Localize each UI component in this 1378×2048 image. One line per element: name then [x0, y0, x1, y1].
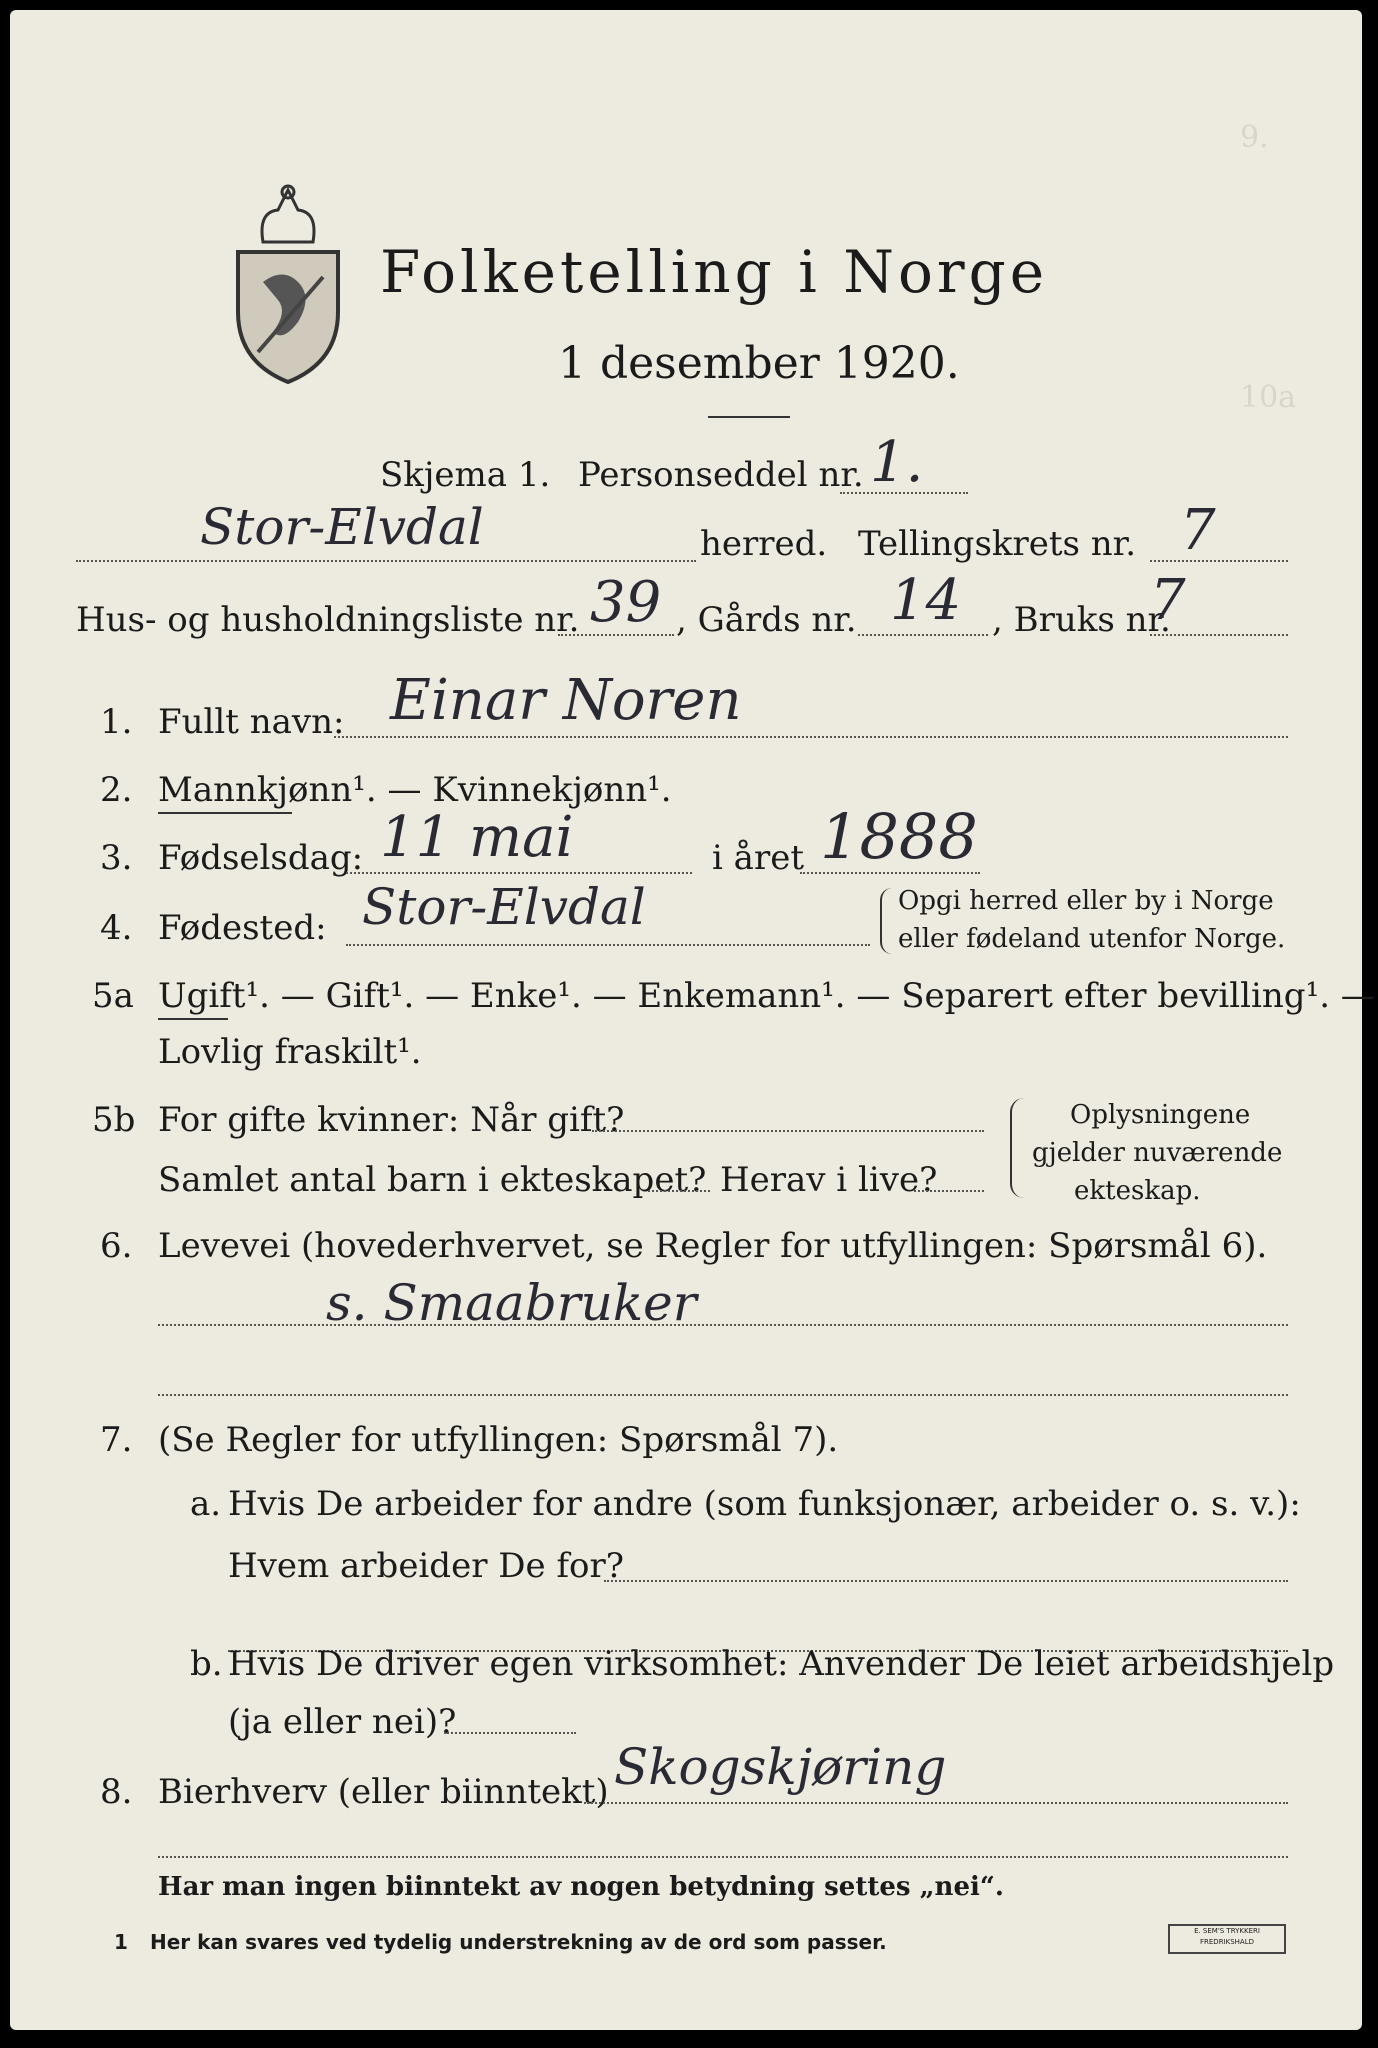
- side-income-line-2: [158, 1856, 1288, 1858]
- gender-underline: [158, 812, 292, 814]
- gards-line: [858, 634, 988, 636]
- brace: [1010, 1098, 1024, 1198]
- bruks-label: , Bruks nr.: [992, 600, 1171, 640]
- q4-note-1: Opgi herred eller by i Norge: [898, 886, 1274, 916]
- q7a-label: Hvis De arbeider for andre (som funksjonær, arbeider o. s. v.):: [228, 1484, 1301, 1524]
- coat-of-arms-icon: [228, 182, 348, 387]
- personseddel-value[interactable]: 1.: [870, 430, 924, 495]
- marital-options: Ugift¹. — Gift¹. — Enke¹. — Enkemann¹. — Separert efter bevilling¹. —: [158, 976, 1375, 1016]
- birthplace-value[interactable]: Stor-Elvdal: [362, 878, 646, 936]
- hired-help-line: [444, 1732, 576, 1734]
- tellingskrets-label: Tellingskrets nr.: [858, 524, 1137, 564]
- printer-stamp: E. SEM'S TRYKKERI FREDRIKSHALD: [1168, 1924, 1286, 1954]
- footnote: Her kan svares ved tydelig understrekning av de ord som passer.: [150, 1930, 887, 1954]
- q7b-label: Hvis De driver egen virksomhet: Anvender De leiet arbeidshjelp: [228, 1644, 1335, 1684]
- full-name-value[interactable]: Einar Noren: [390, 668, 742, 733]
- q5b-label-2: Samlet antal barn i ekteskapet?: [158, 1160, 707, 1200]
- bruks-value[interactable]: 7: [1150, 568, 1186, 633]
- divider: [708, 416, 790, 418]
- gards-value[interactable]: 14: [890, 568, 962, 633]
- employer-line: [604, 1580, 1288, 1582]
- birthday-value[interactable]: 11 mai: [380, 805, 574, 870]
- q5b-note-2: gjelder nuværende: [1032, 1138, 1283, 1168]
- q6-number: 6.: [100, 1226, 133, 1266]
- gards-label: , Gårds nr.: [676, 600, 857, 640]
- hus-line: [558, 634, 674, 636]
- personseddel-line: [840, 492, 968, 494]
- birth-year-value[interactable]: 1888: [820, 800, 978, 873]
- q5a-number: 5a: [92, 976, 134, 1016]
- q5b-note-1: Oplysningene: [1070, 1100, 1251, 1130]
- schema-label: Skjema 1.: [380, 455, 551, 495]
- occupation-line: [158, 1324, 1288, 1326]
- q6-label: Levevei (hovederhvervet, se Regler for utfyllingen: Spørsmål 6).: [158, 1226, 1268, 1266]
- census-date: 1 desember 1920.: [558, 338, 960, 389]
- q4-number: 4.: [100, 908, 133, 948]
- q8-label: Bierhverv (eller biinntekt): [158, 1772, 609, 1812]
- herred-value[interactable]: Stor-Elvdal: [200, 498, 484, 556]
- q7b-label-2: (ja eller nei)?: [228, 1702, 457, 1742]
- q7-label: (Se Regler for utfyllingen: Spørsmål 7).: [158, 1420, 839, 1460]
- brace: [880, 888, 892, 954]
- bleed-through: 10a: [1240, 380, 1297, 415]
- q5b-label: For gifte kvinner: Når gift?: [158, 1100, 625, 1140]
- herred-line: [76, 560, 696, 562]
- form-title: Folketelling i Norge: [380, 238, 1049, 306]
- alive-line: [914, 1190, 984, 1192]
- q3-year-label: i året: [712, 838, 804, 878]
- hus-value[interactable]: 39: [590, 570, 662, 635]
- q7a-label-2: Hvem arbeider De for?: [228, 1546, 624, 1586]
- q3-number: 3.: [100, 838, 133, 878]
- footer-note: Har man ingen biinntekt av nogen betydning settes „nei“.: [158, 1872, 1004, 1902]
- gender-options: Mannkjønn¹. — Kvinnekjønn¹.: [158, 770, 672, 810]
- side-income-value[interactable]: Skogskjøring: [614, 1738, 947, 1796]
- marital-underline: [158, 1018, 228, 1020]
- occupation-line-2: [158, 1394, 1288, 1396]
- q5b-label-3: Herav i live?: [720, 1160, 938, 1200]
- married-when-line: [592, 1130, 984, 1132]
- q4-label: Fødested:: [158, 908, 327, 948]
- q7a-number: a.: [190, 1484, 222, 1524]
- bleed-through: 9.: [1240, 120, 1269, 155]
- tellingskrets-value[interactable]: 7: [1180, 498, 1216, 563]
- q4-note-2: eller fødeland utenfor Norge.: [898, 924, 1286, 954]
- birthplace-line: [346, 944, 870, 946]
- herred-label: herred.: [700, 524, 828, 564]
- bruks-line: [1150, 634, 1288, 636]
- hus-label: Hus- og husholdningsliste nr.: [76, 600, 580, 640]
- tellingskrets-line: [1150, 560, 1288, 562]
- q5b-note-3: ekteskap.: [1074, 1176, 1201, 1206]
- census-form: [10, 10, 1375, 2030]
- children-line: [648, 1190, 710, 1192]
- personseddel-label: Personseddel nr.: [578, 455, 864, 495]
- q1-label: Fullt navn:: [158, 702, 345, 742]
- footnote-mark: 1: [114, 1930, 128, 1954]
- q8-number: 8.: [100, 1772, 133, 1812]
- full-name-line: [334, 736, 1288, 738]
- occupation-value[interactable]: s. Smaabruker: [326, 1274, 697, 1332]
- q7-number: 7.: [100, 1420, 133, 1460]
- q1-number: 1.: [100, 702, 133, 742]
- side-income-line: [584, 1802, 1288, 1804]
- birthday-line: [346, 872, 692, 874]
- q2-number: 2.: [100, 770, 133, 810]
- q5b-number: 5b: [92, 1100, 136, 1140]
- q3-label: Fødselsdag:: [158, 838, 364, 878]
- birth-year-line: [800, 872, 980, 874]
- marital-options-2: Lovlig fraskilt¹.: [158, 1032, 422, 1072]
- q7b-number: b.: [190, 1644, 223, 1684]
